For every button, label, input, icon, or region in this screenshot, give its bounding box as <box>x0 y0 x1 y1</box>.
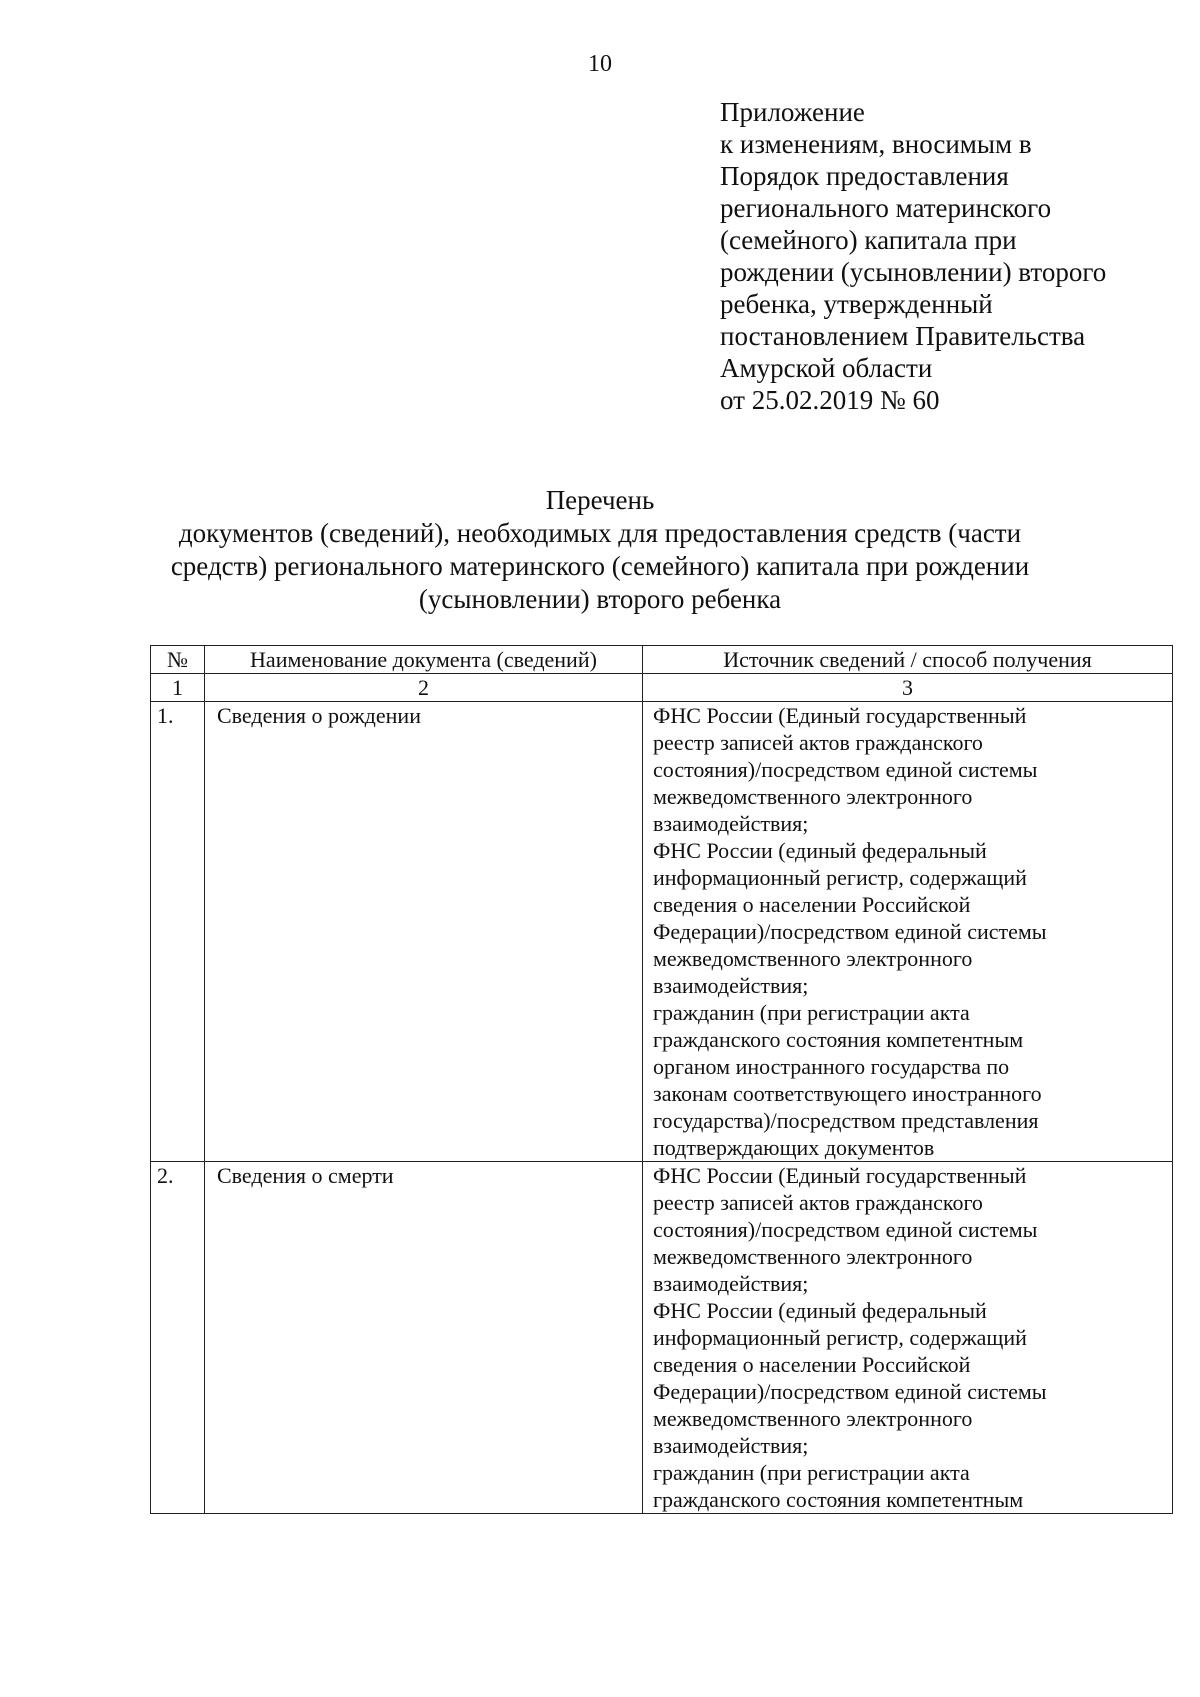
source-line: государства)/посредством представления <box>653 1108 1039 1133</box>
column-numbers-row <box>151 674 1173 702</box>
source-line: информационный регистр, содержащий <box>653 865 1027 890</box>
source-line: ФНС России (Единый государственный <box>653 703 1027 728</box>
appendix-line: Амурской области <box>720 353 933 383</box>
appendix-line: ребенка, утвержденный <box>720 289 993 319</box>
documents-table <box>150 645 1173 1514</box>
title-line: документов (сведений), необходимых для предоставления средств (части <box>178 518 1022 548</box>
appendix-block <box>720 96 1190 416</box>
document-name: Сведения о смерти <box>205 1162 643 1514</box>
title-line: (усыновлении) второго ребенка <box>418 584 782 614</box>
column-number: 1 <box>151 674 205 702</box>
source-line: взаимодействия; <box>653 973 809 998</box>
appendix-line: постановлением Правительства <box>720 321 1086 351</box>
row-number: 2. <box>151 1162 205 1514</box>
document-title <box>60 484 1140 616</box>
table-header-row <box>151 646 1173 674</box>
source-line: взаимодействия; <box>653 1271 809 1296</box>
source-line: Федерации)/посредством единой системы <box>653 1379 1047 1404</box>
page-number: 10 <box>588 51 612 77</box>
appendix-line: регионального материнского <box>720 193 1052 223</box>
source-line: сведения о населении Российской <box>653 1352 971 1377</box>
source-line: законам соответствующего иностранного <box>653 1081 1042 1106</box>
source-line: межведомственного электронного <box>653 1406 973 1431</box>
source-line: органом иностранного государства по <box>653 1054 1010 1079</box>
title-heading: Перечень <box>545 485 655 515</box>
source-line: реестр записей актов гражданского <box>653 730 983 755</box>
appendix-line: (семейного) капитала при <box>720 225 1017 255</box>
source-line: гражданского состояния компетентным <box>653 1027 1024 1052</box>
source-line: сведения о населении Российской <box>653 892 971 917</box>
source-line: состояния)/посредством единой системы <box>653 1217 1038 1242</box>
row-number: 1. <box>151 702 205 1162</box>
source-line: гражданин (при регистрации акта <box>653 1000 970 1025</box>
source-line: гражданин (при регистрации акта <box>653 1460 970 1485</box>
source-line: состояния)/посредством единой системы <box>653 757 1038 782</box>
source-line: ФНС России (единый федеральный <box>653 838 987 863</box>
appendix-line: Порядок предоставления <box>720 161 1009 191</box>
appendix-line: рождении (усыновлении) второго <box>720 257 1107 287</box>
source-line: Федерации)/посредством единой системы <box>653 919 1047 944</box>
source-line: ФНС России (единый федеральный <box>653 1298 987 1323</box>
column-header-number: № <box>151 646 205 674</box>
table-row <box>151 1162 1173 1514</box>
appendix-line: от 25.02.2019 № 60 <box>720 385 940 415</box>
source-line: ФНС России (Единый государственный <box>653 1163 1027 1188</box>
source-cell <box>643 1162 1173 1514</box>
source-line: межведомственного электронного <box>653 946 973 971</box>
source-line: информационный регистр, содержащий <box>653 1325 1027 1350</box>
source-line: межведомственного электронного <box>653 1244 973 1269</box>
table-row <box>151 702 1173 1162</box>
appendix-line: Приложение <box>720 97 865 127</box>
source-line: подтверждающих документов <box>653 1135 935 1160</box>
column-header-source: Источник сведений / способ получения <box>643 646 1173 674</box>
appendix-line: к изменениям, вносимым в <box>720 129 1032 159</box>
document-name: Сведения о рождении <box>205 702 643 1162</box>
source-line: межведомственного электронного <box>653 784 973 809</box>
column-header-document-name: Наименование документа (сведений) <box>205 646 643 674</box>
column-number: 3 <box>643 674 1173 702</box>
title-line: средств) регионального материнского (семейного) капитала при рождении <box>170 551 1030 581</box>
source-line: реестр записей актов гражданского <box>653 1190 983 1215</box>
column-number: 2 <box>205 674 643 702</box>
source-line: взаимодействия; <box>653 811 809 836</box>
source-cell <box>643 702 1173 1162</box>
source-line: гражданского состояния компетентным <box>653 1487 1024 1512</box>
source-line: взаимодействия; <box>653 1433 809 1458</box>
